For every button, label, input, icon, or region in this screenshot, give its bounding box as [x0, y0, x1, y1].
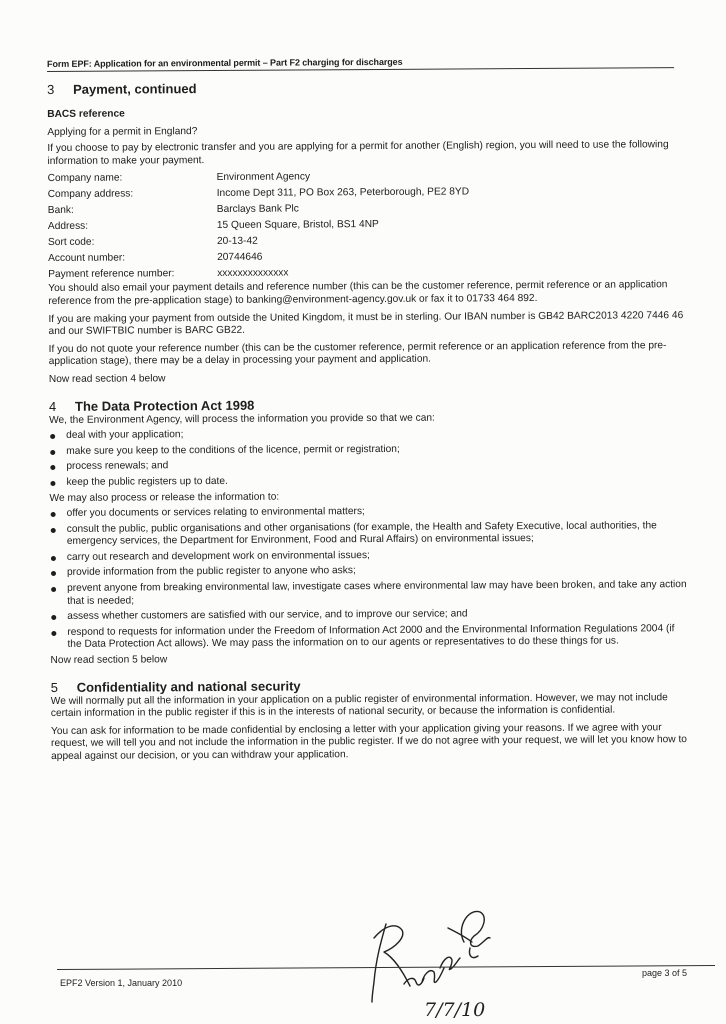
- payment-details: [48, 167, 689, 283]
- payment-label: Address:: [47, 220, 89, 233]
- next-section-note: Now read section 5 below: [50, 654, 168, 667]
- dpa-purposes-list: [49, 426, 689, 489]
- payment-value: 20-13-42: [216, 235, 258, 248]
- section-number: 4: [48, 398, 57, 414]
- section-number: 5: [50, 679, 58, 695]
- payment-label: Company address:: [47, 188, 134, 201]
- section-title: The Data Protection Act 1998: [74, 397, 255, 414]
- payment-value: 15 Queen Square, Bristol, BS1 4NP: [216, 219, 379, 232]
- page-content: [47, 78, 691, 763]
- payment-value: 20744646: [217, 251, 263, 264]
- confidentiality-paragraph-2: You can ask for information to be made confidential by enclosing a letter with your application giving your reasons. If we agree with your request, we will tell you and not include the information in the public register. If we do not agree with your request, we will let you know how to appeal against our decision, or you can withdraw your application.: [50, 722, 688, 762]
- form-header: Form EPF: Application for an environmental permit – Part F2 charging for discharges: [47, 55, 674, 72]
- signature-date: 7/7/10: [424, 999, 486, 1018]
- payment-value: Barclays Bank Plc: [216, 203, 299, 216]
- outside-uk-paragraph: If you are making your payment from outside the United Kingdom, it must be in sterling. Our IBAN number is GB42 BARC2013 4220 7446 46 and our SWIFTBIC number is BARC GB22.: [48, 309, 684, 338]
- page-number: page 3 of 5: [642, 968, 688, 978]
- next-section-note: Now read section 4 below: [48, 373, 166, 385]
- dpa-intro: We, the Environment Agency, will process the information you provide so that we can:: [49, 412, 435, 426]
- payment-label: Bank:: [47, 204, 74, 217]
- email-paragraph: You should also email your payment details and reference number (this can be the customer reference, permit reference or an application reference from the pre-application stage) to banking@environment-agency.gov.uk or fax it to 01733 464 892.: [48, 279, 668, 307]
- payment-value: xxxxxxxxxxxxxx: [217, 267, 289, 280]
- payment-value: Environment Agency: [216, 171, 311, 184]
- no-reference-paragraph: If you do not quote your reference number (this can be the customer reference, permit reference or an application reference from the pre-application stage), there may be a delay in processing your payment and application.: [48, 339, 667, 368]
- section-3-heading: [47, 78, 687, 98]
- confidentiality-paragraph-1: We will normally put all the information in your application on a public register of environmental information. However, we may not include certain information in the public register if this is in the interests of national security, or because the information is confidential.: [50, 691, 668, 720]
- section-title: Payment, continued: [72, 81, 197, 97]
- list-item: offer you documents or services relating to environmental matters;: [50, 504, 690, 521]
- version-label: EPF2 Version 1, January 2010: [60, 978, 183, 988]
- list-item: deal with your application;: [49, 426, 689, 443]
- bacs-heading: BACS reference: [47, 108, 125, 120]
- payment-value: Income Dept 311, PO Box 263, Peterborough, PE2 8YD: [216, 186, 470, 200]
- list-item: process renewals; and: [49, 457, 689, 474]
- payment-label: Company name:: [47, 172, 123, 185]
- section-title: Confidentiality and national security: [76, 678, 301, 695]
- list-item: consult the public, public organisations and other organisations (for example, the Health and Safety Executive, local authorities, the emergency services, the Department for Environment, Food and Rural Affairs) on environmental issues;: [50, 520, 690, 549]
- dpa-intro-2: We may also process or release the information to:: [49, 491, 280, 504]
- england-question: Applying for a permit in England?: [47, 125, 198, 138]
- section-number: 3: [47, 81, 55, 97]
- list-item: make sure you keep to the conditions of the licence, permit or registration;: [49, 442, 689, 459]
- list-item: respond to requests for information under the Freedom of Information Act 2000 and the Environmental Information Regulations 2004 (if the Data Protection Act allows). We may pass the information on to our agents or representatives to do these things for us.: [50, 623, 690, 652]
- payment-label: Sort code:: [47, 236, 95, 249]
- list-item: carry out research and development work on environmental issues;: [50, 548, 690, 565]
- payment-label: Payment reference number:: [48, 268, 175, 281]
- handwritten-signature: [360, 898, 500, 1018]
- list-item: prevent anyone from breaking environmental law, investigate cases where environmental law may have been broken, and take any action that is needed;: [50, 579, 690, 608]
- dpa-release-list: [50, 504, 691, 652]
- list-item: keep the public registers up to date.: [49, 473, 689, 490]
- list-item: assess whether customers are satisfied with our service, and to improve our service; and: [50, 607, 690, 624]
- list-item: provide information from the public register to anyone who asks;: [50, 564, 690, 581]
- payment-label: Account number:: [48, 252, 126, 265]
- payment-intro: If you choose to pay by electronic transfer and you are applying for a permit for another (English) region, you will need to use the following information to make your payment.: [47, 139, 669, 167]
